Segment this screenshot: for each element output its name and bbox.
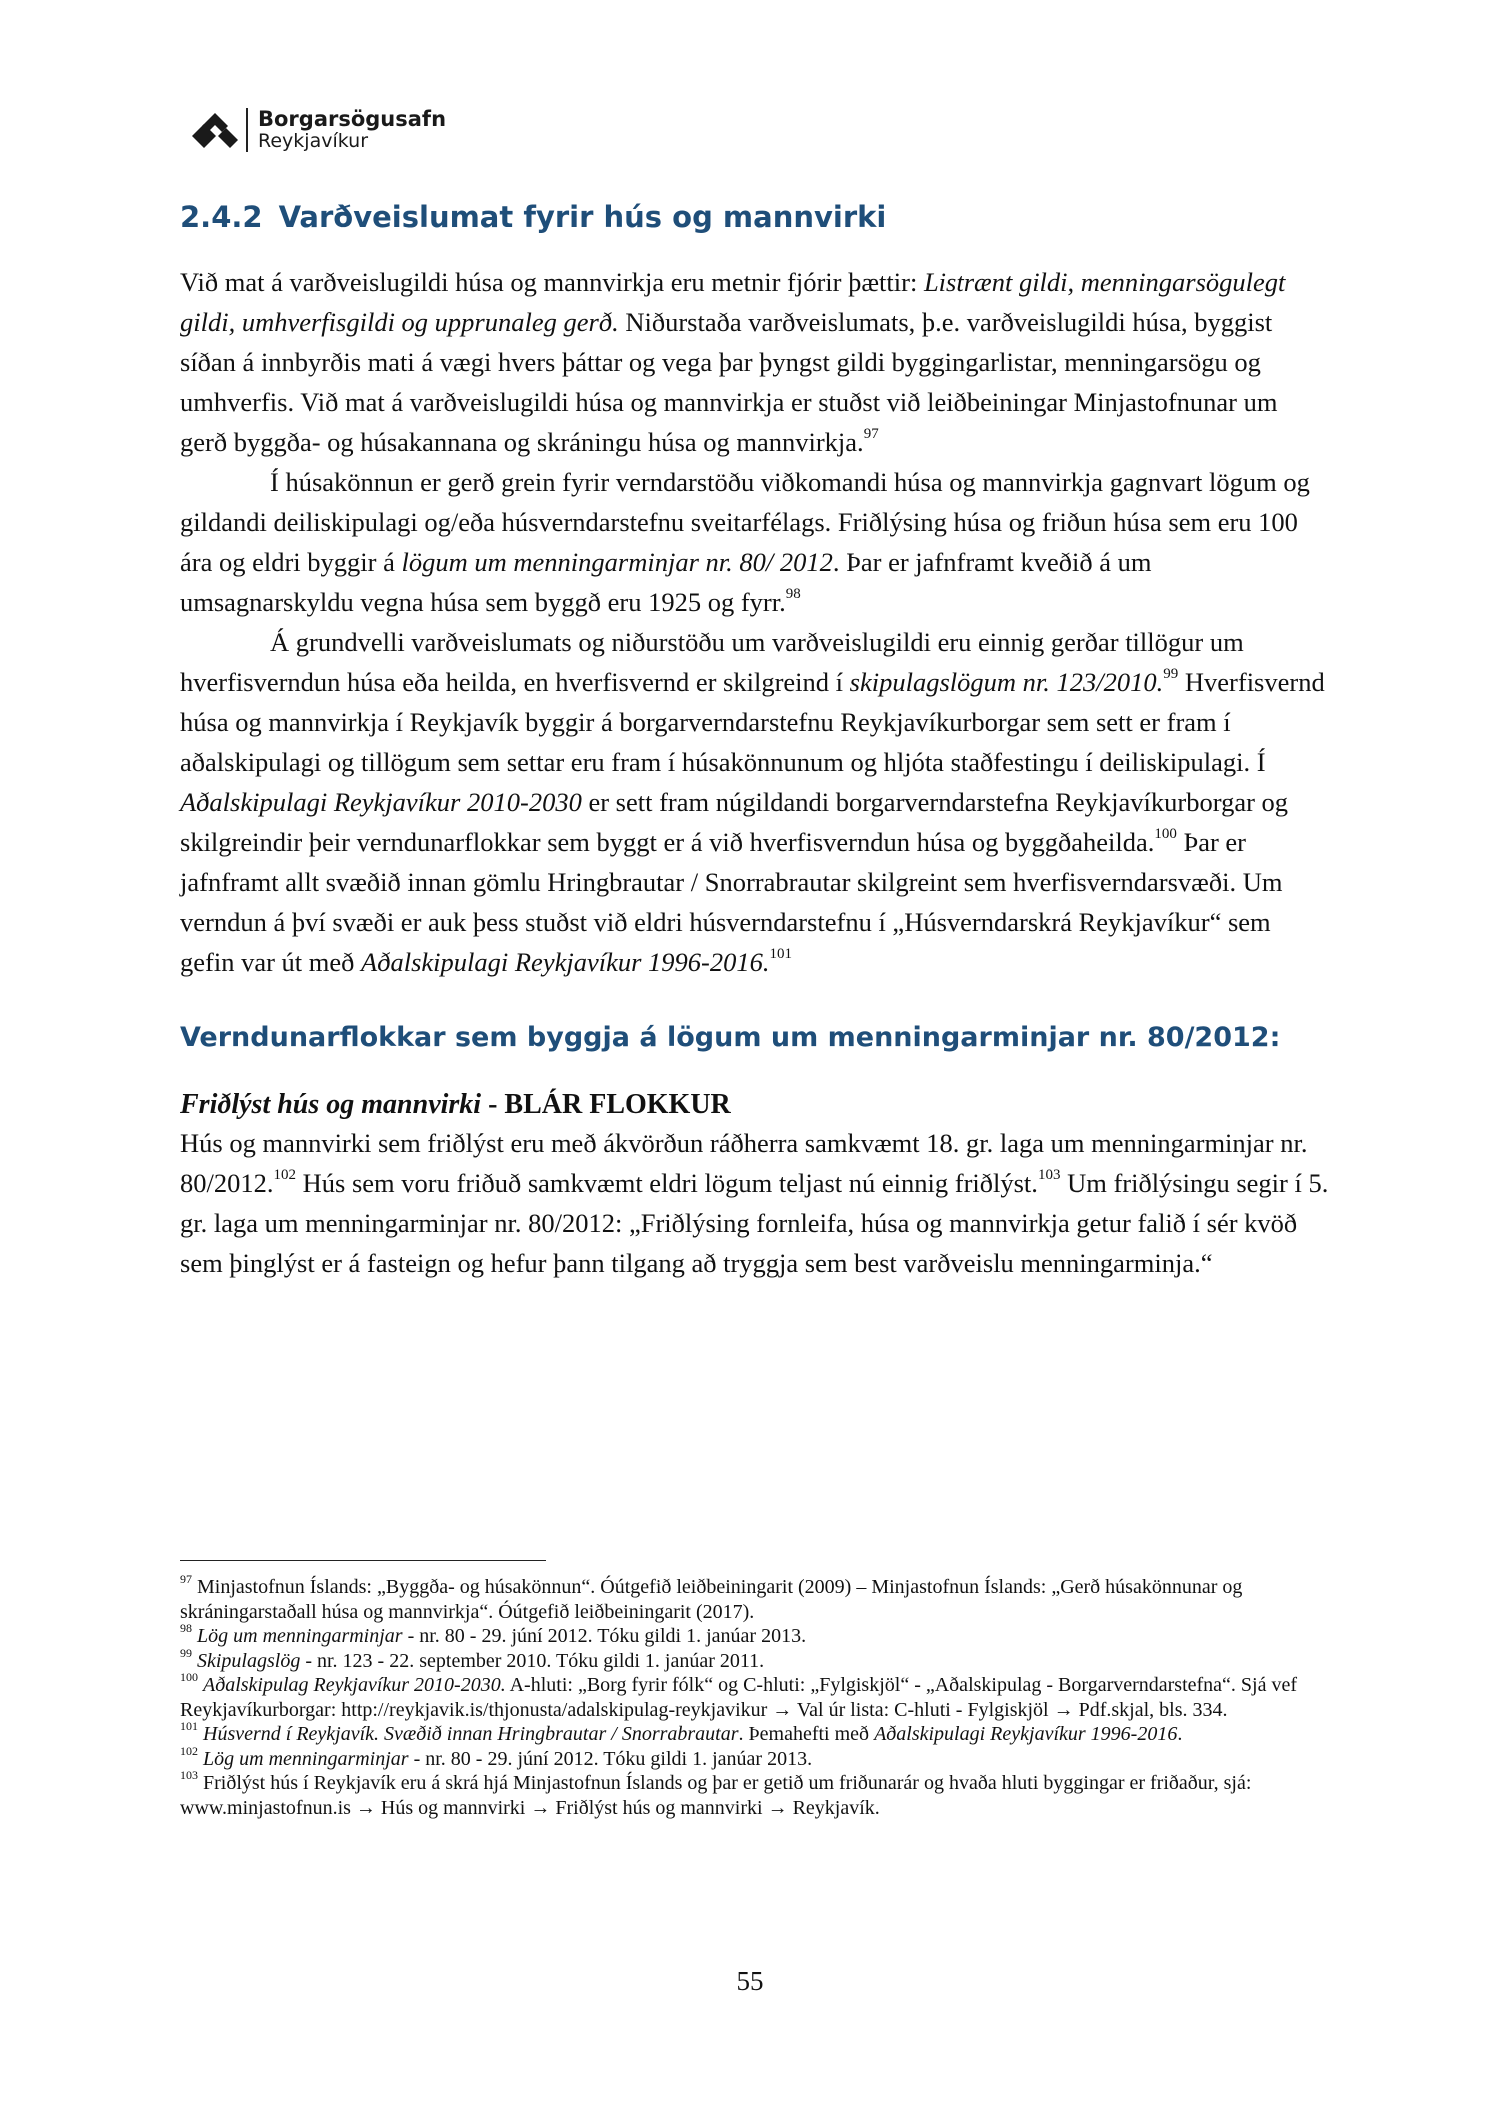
italic-run: Aðalskipulagi Reykjavíkur 1996-2016.	[361, 947, 770, 977]
footnote-ref[interactable]: 99	[1163, 666, 1179, 683]
museum-logo	[192, 104, 446, 156]
footnote-100	[180, 1670, 1330, 1722]
footnote-text: Friðlýst hús í Reykjavík eru á skrá hjá Minjastofnun Íslands og þar er getið um friðunarár og hvaða hluti byggingar er friðaður, sjá: www.minjastofnun.is → Hús og mannvirki → Friðlýst hús og mannvirki → Reykjavík.	[180, 1772, 1252, 1819]
subsection-heading: Verndunarflokkar sem byggja á lögum um menningarminjar nr. 80/2012:	[180, 1022, 1281, 1053]
text-run: Um friðlýsingu segir í 5. gr. laga um menningarminjar nr. 80/2012: „Friðlýsing fornleifa, húsa og mannvirkja getur falið í sér kvöð sem þinglýst er á fasteign og hefur þann tilgang að tryggja sem best varðveislu menningarminja.“	[180, 1168, 1329, 1278]
footnote-text: - nr. 80 - 29. júní 2012. Tóku gildi 1. janúar 2013.	[408, 1747, 813, 1770]
footnote-ref[interactable]: 97	[863, 426, 879, 443]
footnote-number: 100	[180, 1670, 198, 1685]
footnote-text: - nr. 123 - 22. september 2010. Tóku gildi 1. janúar 2011.	[300, 1649, 765, 1672]
footnote-text: A-hluti: „Borg fyrir fólk“ og C-hluti: „Fylgiskjöl“ - „Aðalskipulag - Borgarverndarstefna“. Sjá vef Reykjavíkurborgar: http://reykjavik.is/thjonusta/adalskipulag-reykjavikur → Val úr lista: C-hluti - Fylgiskjöl → Pdf.skjal, bls. 334.	[180, 1674, 1298, 1721]
footnote-ref[interactable]: 103	[1037, 1167, 1061, 1184]
footnote-103	[180, 1768, 1330, 1820]
chevron-logo-icon	[192, 110, 238, 150]
footnote-98	[180, 1621, 1330, 1649]
footnote-ref[interactable]: 101	[769, 946, 792, 963]
footnote-italic: Lög um menningarminjar	[197, 1625, 403, 1647]
footnote-number: 97	[180, 1572, 192, 1587]
footnote-ref[interactable]: 100	[1154, 826, 1177, 843]
category-separator: -	[481, 1089, 505, 1120]
paragraph-1	[180, 262, 1330, 462]
footnote-number: 99	[180, 1645, 192, 1660]
footnote-text: .	[1177, 1723, 1183, 1745]
page-number: 55	[736, 1966, 764, 1996]
text-run: . Þar er jafnframt kveðið á um umsagnarskyldu vegna húsa sem byggð eru 1925 og fyrr.	[180, 547, 1152, 617]
logo-city: Reykjavíkur	[258, 130, 369, 153]
section-heading	[180, 200, 1330, 234]
category-paragraph	[180, 1123, 1330, 1283]
footnote-separator	[180, 1560, 546, 1561]
logo-divider	[246, 108, 248, 152]
footnote-italic: Húsvernd í Reykjavík. Svæðið innan Hringbrautar / Snorrabrautar	[203, 1723, 739, 1745]
footnote-number: 101	[180, 1719, 198, 1734]
paragraph-3	[180, 622, 1330, 982]
footnote-italic: Aðalskipulagi Reykjavíkur 1996-2016	[874, 1723, 1178, 1745]
footnote-97	[180, 1572, 1330, 1624]
text-run: Þar er jafnframt allt svæðið innan gömlu Hringbrautar / Snorrabrautar skilgreint sem hverfisverndarsvæði. Um verndun á því svæði er auk þess stuðst við eldri húsverndarstefnu í „Húsverndarskrá Reykjavíkur“ sem gefin var út með	[180, 827, 1283, 977]
text-run: Hverfisvernd húsa og mannvirkja í Reykjavík byggir á borgarverndarstefnu Reykjavíkurborgar sem sett er fram í aðalskipulagi og tillögum sem settar eru fram í húsakönnunum og hljóta staðfestingu í deiliskipulagi. Í	[180, 667, 1325, 777]
category-title	[180, 1087, 1330, 1123]
italic-run: Aðalskipulagi Reykjavíkur 2010-2030	[180, 787, 582, 817]
footnote-italic: Lög um menningarminjar	[203, 1747, 409, 1770]
main-content	[180, 200, 1330, 1283]
text-run: Niðurstaða varðveislumats, þ.e. varðveislugildi húsa, byggist síðan á innbyrðis mati á vægi hvers þáttar og vega þar þyngst gildi byggingarlistar, menningarsögu og umhverfis. Við mat á varðveislugildi húsa og mannvirkja er stuðst við leiðbeiningar Minjastofnunar um gerð byggða- og húsakannana og skráningu húsa og mannvirkja.	[180, 307, 1278, 457]
footnotes	[180, 1572, 1330, 1820]
italic-run: skipulagslögum nr. 123/2010.	[849, 667, 1164, 697]
text-run: Hús og mannvirki sem friðlýst eru með ákvörðun ráðherra samkvæmt 18. gr. laga um menningarminjar nr. 80/2012.	[180, 1128, 1308, 1198]
footnote-italic: Skipulagslög	[197, 1649, 301, 1672]
text-run: er sett fram núgildandi borgarverndarstefna Reykjavíkurborgar og skilgreindir þeir verndunarflokkar sem byggt er á við hverfisverndun húsa og byggðaheilda.	[180, 787, 1289, 857]
logo-name: Borgarsögusafn	[258, 107, 447, 131]
italic-run: Listrænt gildi, menningarsögulegt gildi, umhverfisgildi og upprunaleg gerð.	[180, 267, 1286, 337]
paragraph-2	[180, 462, 1330, 622]
footnote-text: . Þemahefti með	[738, 1723, 875, 1745]
footnote-ref[interactable]: 98	[785, 586, 801, 603]
footnote-number: 102	[180, 1743, 198, 1758]
text-run: Á grundvelli varðveislumats og niðurstöðu um varðveislugildi eru einnig gerðar tillögur um hverfisverndun húsa eða heilda, en hverfisvernd er skilgreind í	[180, 627, 1244, 697]
category-name: Friðlýst hús og mannvirki	[180, 1089, 482, 1120]
italic-run: lögum um menningarminjar nr. 80/ 2012	[401, 547, 833, 577]
text-run: Í húsakönnun er gerð grein fyrir verndarstöðu viðkomandi húsa og mannvirkja gagnvart lögum og gildandi deiliskipulagi og/eða húsverndarstefnu sveitarfélags. Friðlýsing húsa og friðun húsa sem eru 100 ára og eldri byggir á	[180, 467, 1310, 577]
footnote-number: 98	[180, 1621, 192, 1636]
footnote-text: Minjastofnun Íslands: „Byggða- og húsakönnun“. Óútgefið leiðbeiningarit (2009) – Minjastofnun Íslands: „Gerð húsakönnunar og skráningarstaðall húsa og mannvirkja“. Óútgefið leiðbeiningarit (2017).	[180, 1576, 1243, 1623]
text-run: Við mat á varðveislugildi húsa og mannvirkja eru metnir fjórir þættir:	[180, 267, 924, 297]
footnote-number: 103	[180, 1768, 198, 1783]
section-number: 2.4.2	[180, 200, 263, 234]
footnote-99	[180, 1645, 1330, 1674]
footnote-102	[180, 1743, 1330, 1772]
footnote-101	[180, 1719, 1330, 1747]
section-title: Varðveislumat fyrir hús og mannvirki	[278, 200, 887, 234]
text-run: Hús sem voru friðuð samkvæmt eldri lögum teljast nú einnig friðlýst.	[296, 1168, 1038, 1198]
footnote-italic: Aðalskipulag Reykjavíkur 2010-2030.	[203, 1674, 506, 1696]
footnote-ref[interactable]: 102	[273, 1167, 296, 1184]
category-label: BLÁR FLOKKUR	[504, 1089, 731, 1120]
footnote-text: - nr. 80 - 29. júní 2012. Tóku gildi 1. janúar 2013.	[402, 1625, 807, 1647]
